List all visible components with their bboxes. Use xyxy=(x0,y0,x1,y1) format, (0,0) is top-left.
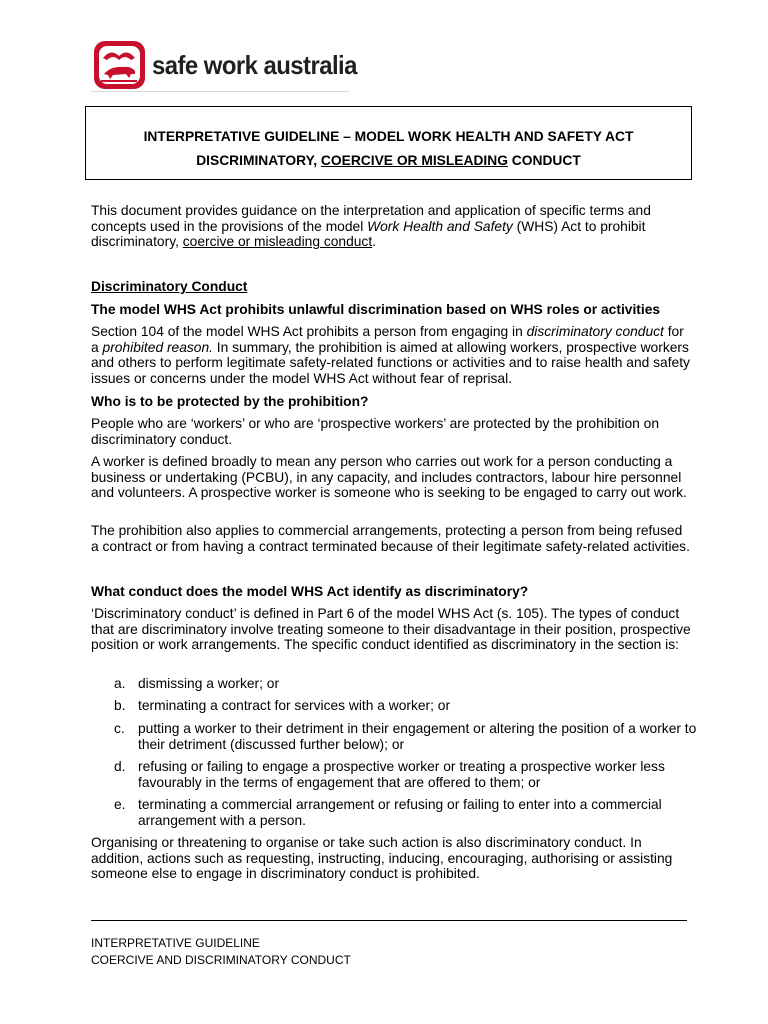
subtitle-part: DISCRIMINATORY, xyxy=(196,153,321,168)
list-item-text: putting a worker to their detriment in their engagement or altering the position of a worker to their detriment (discussed further below); or xyxy=(138,721,697,752)
document-title: INTERPRETATIVE GUIDELINE – MODEL WORK HEALTH AND SAFETY ACT xyxy=(143,129,634,144)
kangaroo-emblem-icon xyxy=(91,38,151,94)
list-item-text: terminating a contract for services with a worker; or xyxy=(138,698,451,713)
paragraph-italic-text: prohibited reason. xyxy=(102,339,213,355)
footer-line-2: COERCIVE AND DISCRIMINATORY CONDUCT xyxy=(91,953,351,967)
paragraph-text: In summary, the prohibition is aimed at allowing workers, prospective workers and others to perform legitimate safety-related functions or activities and to raise health and safety issues or concerns under the model WHS Act without fear of reprisal. xyxy=(91,339,690,386)
list-marker: c. xyxy=(114,721,125,736)
list-marker: b. xyxy=(114,698,126,713)
intro-paragraph xyxy=(91,203,691,250)
list-marker: d. xyxy=(114,759,126,774)
section1-paragraph xyxy=(91,324,691,386)
paragraph-text: for a xyxy=(91,324,684,355)
section-heading-protection: Who is to be protected by the prohibition? xyxy=(91,394,369,409)
intro-text: (WHS) Act to prohibit discriminatory, xyxy=(91,218,646,250)
list-marker: a. xyxy=(114,676,126,691)
list-item-text: refusing or failing to engage a prospective worker or treating a prospective worker less favourably in the terms of engagement that are offered to them; or xyxy=(138,759,665,790)
logo-wordmark: safe work australia xyxy=(152,50,357,80)
paragraph-text: Section 104 of the model WHS Act prohibits a person from engaging in xyxy=(91,324,527,339)
section3-paragraph-2: Organising or threatening to organise or take such action is also discriminatory conduct. In addition, actions such as requesting, instructing, inducing, encouraging, authorising or assisting someone else to engage in discriminatory conduct is prohibited. xyxy=(91,835,673,882)
list-marker: e. xyxy=(114,797,126,812)
section-heading-conduct: What conduct does the model WHS Act identify as discriminatory? xyxy=(91,584,529,599)
intro-underlined-text: coercive or misleading conduct xyxy=(182,234,373,250)
section3-paragraph-1: ‘Discriminatory conduct’ is defined in Part 6 of the model WHS Act (s. 105). The types of conduct that are discriminatory involve treating someone to their disadvantage in their position, prospective position or work arrangements. The specific conduct identified as discriminatory in the section is: xyxy=(91,606,691,653)
subtitle-part: CONDUCT xyxy=(507,153,581,168)
list-item-text: terminating a commercial arrangement or refusing or failing to enter into a commercial arrangement with a person. xyxy=(138,797,662,828)
footer-divider xyxy=(91,920,687,921)
footer-line-1: INTERPRETATIVE GUIDELINE xyxy=(91,936,260,950)
section-heading-discriminatory-conduct: Discriminatory Conduct xyxy=(91,279,248,294)
section2-paragraph-1: People who are ‘workers’ or who are ‘prospective workers’ are protected by the prohibition on discriminatory conduct. xyxy=(91,416,660,447)
section2-paragraph-2: A worker is defined broadly to mean any person who carries out work for a person conducting a business or undertaking (PCBU), in any capacity, and includes contractors, labour hire personnel and volunteers. A prospective worker is someone who is seeking to be engaged to carry out work. xyxy=(91,454,687,501)
subtitle-underlined-part: COERCIVE OR MISLEADING xyxy=(320,153,508,168)
intro-text: . xyxy=(372,234,377,250)
intro-text: This document provides guidance on the interpretation and application of specific terms and concepts used in the provisions of the model xyxy=(91,203,651,234)
list-item-text: dismissing a worker; or xyxy=(138,676,280,691)
logo-divider xyxy=(91,91,349,92)
document-subtitle xyxy=(86,153,691,168)
section-subheading: The model WHS Act prohibits unlawful discrimination based on WHS roles or activities xyxy=(91,302,661,317)
section2-paragraph-3: The prohibition also applies to commercial arrangements, protecting a person from being refused a contract or from having a contract terminated because of their legitimate safety-related activities. xyxy=(91,523,690,554)
paragraph-italic-text: discriminatory conduct xyxy=(526,324,664,339)
intro-italic-text: Work Health and Safety xyxy=(367,218,513,234)
document-title-box xyxy=(85,106,692,180)
